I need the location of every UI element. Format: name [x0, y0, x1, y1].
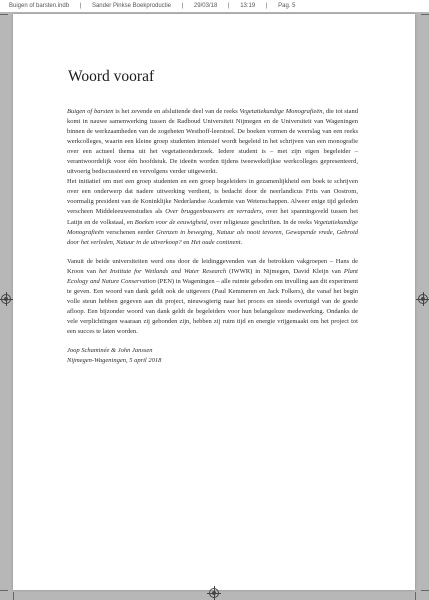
italic-run: het Institute for Wetlands and Water Research — [98, 267, 227, 275]
slug-separator: | — [265, 3, 268, 9]
slug-page: Pag. 5 — [278, 3, 296, 9]
paragraph — [67, 257, 358, 337]
registration-mark-icon — [209, 588, 219, 598]
italic-run: Boeken voor de eeuwigheid — [134, 218, 207, 226]
page-title: Woord vooraf — [68, 68, 155, 85]
text-run: Vanuit de beide universiteiten werd ons door de leidinggevenden van de betrokken vakgroepen – Hans de Kroon van — [67, 257, 358, 275]
italic-run: Buigen of barsten — [67, 108, 114, 115]
crop-mark — [0, 14, 8, 15]
signature — [67, 346, 358, 366]
slug-separator: | — [181, 3, 184, 9]
italic-run: Vegetatiekundige Monografieën — [239, 108, 323, 115]
text-run: en — [181, 238, 192, 246]
italic-run: Vegetatiekundige Monografieën — [67, 218, 358, 236]
slug-separator: | — [79, 3, 82, 9]
italic-run: Over bruggenbouwers en verraders — [165, 208, 262, 216]
text-run: (PEN) in Wageningen – alle ruimte geboden om invulling aan dit experiment te geven. Een woord van dank geldt ook de uitgevers (Paul Kemmeren en Jack Folkers), die vanaf het begin volle steun hebben gegeven aan dit project, nieuwsgierig naar het proces en steeds overtuigd van de goede afloop. Een bijzonder woord van dank geldt de begeleiders voor hun belangeloze medewerking. Ondanks de vele verplichtingen waaraan zij gebonden zijn, hebben zij ruim tijd en energie vrijgemaakt om het project tot een succes te laten worden. — [67, 277, 359, 335]
text-run: , — [332, 228, 337, 236]
italic-run: Gewapende vrede — [285, 228, 333, 236]
text-run: , — [112, 238, 117, 246]
registration-mark-icon — [1, 294, 11, 304]
crop-mark — [415, 592, 416, 600]
slug-producer: Sander Pinkse Boekproductie — [91, 3, 172, 9]
text-run: verschenen eerder — [103, 228, 157, 236]
crop-mark — [0, 590, 8, 591]
registration-mark-icon — [418, 294, 428, 304]
slug-date: 29/03/18 — [193, 3, 218, 9]
text-run: is het zevende en afsluitende deel van de reeks — [113, 108, 240, 115]
text-run: , die tot stand komt in nauwe samenwerking tussen de Radboud Universiteit Nijmegen en de Universiteit van Wageningen binnen de werkzaamheden van de zogeheten Westhoff-leerstoel. De boeken vormen de weerslag van een reeks werkcolleges, waarin een kleine groep studenten intensief wordt begeleid in het schrijven van een monografie over een actueel thema uit het vegetatieonderzoek. Iedere student is – met zijn eigen begeleider – verantwoordelijk voor één hoofdstuk. De ideeën worden tijdens tweewekelijkse werkcolleges gepresenteerd, uitvoerig bediscussieerd en vervolgens verder uitgewerkt. — [67, 108, 358, 176]
paragraph — [67, 107, 358, 177]
signature-place-date: Nijmegen-Wageningen, 5 april 2018 — [67, 357, 162, 365]
italic-run: Plant Ecology and Nature Conservation — [67, 267, 358, 285]
text-run: , — [212, 228, 217, 236]
text-run: , over religieuze geschriften. In de reeks — [206, 218, 314, 226]
slug-time: 13:19 — [240, 3, 256, 9]
crop-mark — [421, 590, 429, 591]
print-slug — [0, 0, 429, 12]
italic-run: Natuur als nooit tevoren — [216, 228, 282, 236]
italic-run: Grenzen in beweging — [156, 228, 213, 236]
text-run: , over het spanningsveld tussen het Latijn en de volkstaal, en — [67, 208, 359, 226]
body-text — [67, 107, 358, 366]
text-run: (IWWR) in Nijmegen, David Kleijn van — [226, 267, 344, 275]
text-run: Het initiatief om met een groep studenten en een groep begeleiders in gezamenlijkheid een boek te schrijven over een onderwerp dat nadere uitwerking verdient, is bedacht door de neerlandicus Frits van Oostrom, voormalig president van de Koninklijke Nederlandse Academie van Wetenschappen. Alweer enige tijd geleden verscheen Middeleeuwenstudies als — [67, 178, 358, 216]
crop-mark — [13, 592, 14, 600]
paragraph — [67, 177, 358, 247]
italic-run: Het oude continent — [191, 238, 241, 246]
slug-separator: | — [227, 3, 230, 9]
text-run: , — [281, 228, 286, 236]
italic-run: Gebroid door het verleden — [67, 228, 359, 246]
slug-file: Buigen of barsten.indb — [9, 3, 70, 9]
paragraph-gap — [67, 248, 358, 257]
text-run: . — [240, 238, 243, 246]
crop-mark — [421, 14, 429, 15]
italic-run: Natuur in de uitverkoop? — [116, 238, 182, 246]
signature-authors: Joop Schaminée & John Janssen — [67, 347, 153, 355]
